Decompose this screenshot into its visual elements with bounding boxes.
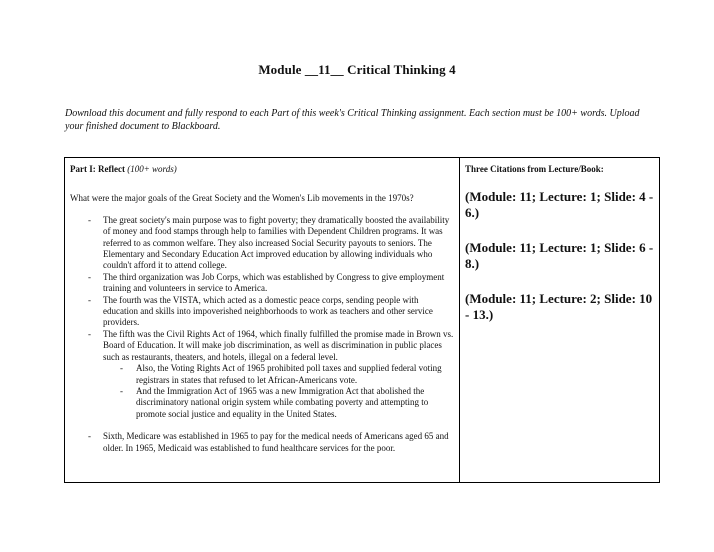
answer-bullet: - Sixth, Medicare was established in 1965 to pay for the medical needs of Americans aged 65 and older. In 1965, Medicaid was established to fund healthcare services for the poor. [70, 431, 455, 454]
part-one-cell[interactable] [65, 158, 460, 482]
answer-bullet-text: The fifth was the Civil Rights Act of 1964, which finally fulfilled the promise made in Brown vs. Board of Education. It will make job discrimination, as well as discrimination in public places such as restaurants, theaters, and hotels, illegal on a federal level. [103, 328, 454, 362]
part-one-word-note: (100+ words) [127, 164, 177, 174]
sub-answer-bullet: - And the Immigration Act of 1965 was a new Immigration Act that abolished the discriminatory national origin system while combating poverty and attempting to promote social justice and equality in the United States. [103, 386, 455, 420]
question-text: What were the major goals of the Great Society and the Women's Lib movements in the 1970s? [70, 193, 414, 204]
answer-bullet-with-subitems [70, 329, 455, 420]
sub-answer-list [103, 363, 455, 420]
answer-bullet: - The fourth was the VISTA, which acted as a domestic peace corps, sending people with education and skills into impoverished neighborhoods to work as teachers and other service providers. [70, 295, 455, 329]
instructions-text: Download this document and fully respond to each Part of this week's Critical Thinking assignment. Each section must be 100+ words. Upload your finished document to Blackboard. [65, 108, 640, 132]
assignment-table [64, 157, 660, 483]
part-one-heading [70, 164, 455, 175]
document-title: Module __11__ Critical Thinking 4 [258, 62, 456, 77]
citation-item: (Module: 11; Lecture: 1; Slide: 6 - 8.) [465, 240, 654, 271]
citations-cell[interactable] [460, 158, 659, 482]
part-one-heading-label: Part I: Reflect [70, 164, 125, 174]
citation-item: (Module: 11; Lecture: 1; Slide: 4 - 6.) [465, 189, 654, 220]
citation-item: (Module: 11; Lecture: 2; Slide: 10 - 13.) [465, 291, 653, 322]
sub-answer-bullet: - Also, the Voting Rights Act of 1965 prohibited poll taxes and supplied federal voting registrars in states that refused to let African-Americans vote. [103, 363, 455, 386]
citations-heading: Three Citations from Lecture/Book: [465, 164, 604, 174]
answer-list [70, 215, 455, 454]
answer-bullet: - The third organization was Job Corps, which was established by Congress to give employment training and volunteers in service to America. [70, 272, 455, 295]
answer-bullet: - The great society's main purpose was to fight poverty; they dramatically boosted the availability of money and food stamps through help to families with Dependent Children programs. It was referred to as common welfare. They also increased Social Security payouts to seniors. The Elementary and Secondary Education Act improved education by allowing individuals who couldn't afford it to attend college. [70, 215, 455, 272]
